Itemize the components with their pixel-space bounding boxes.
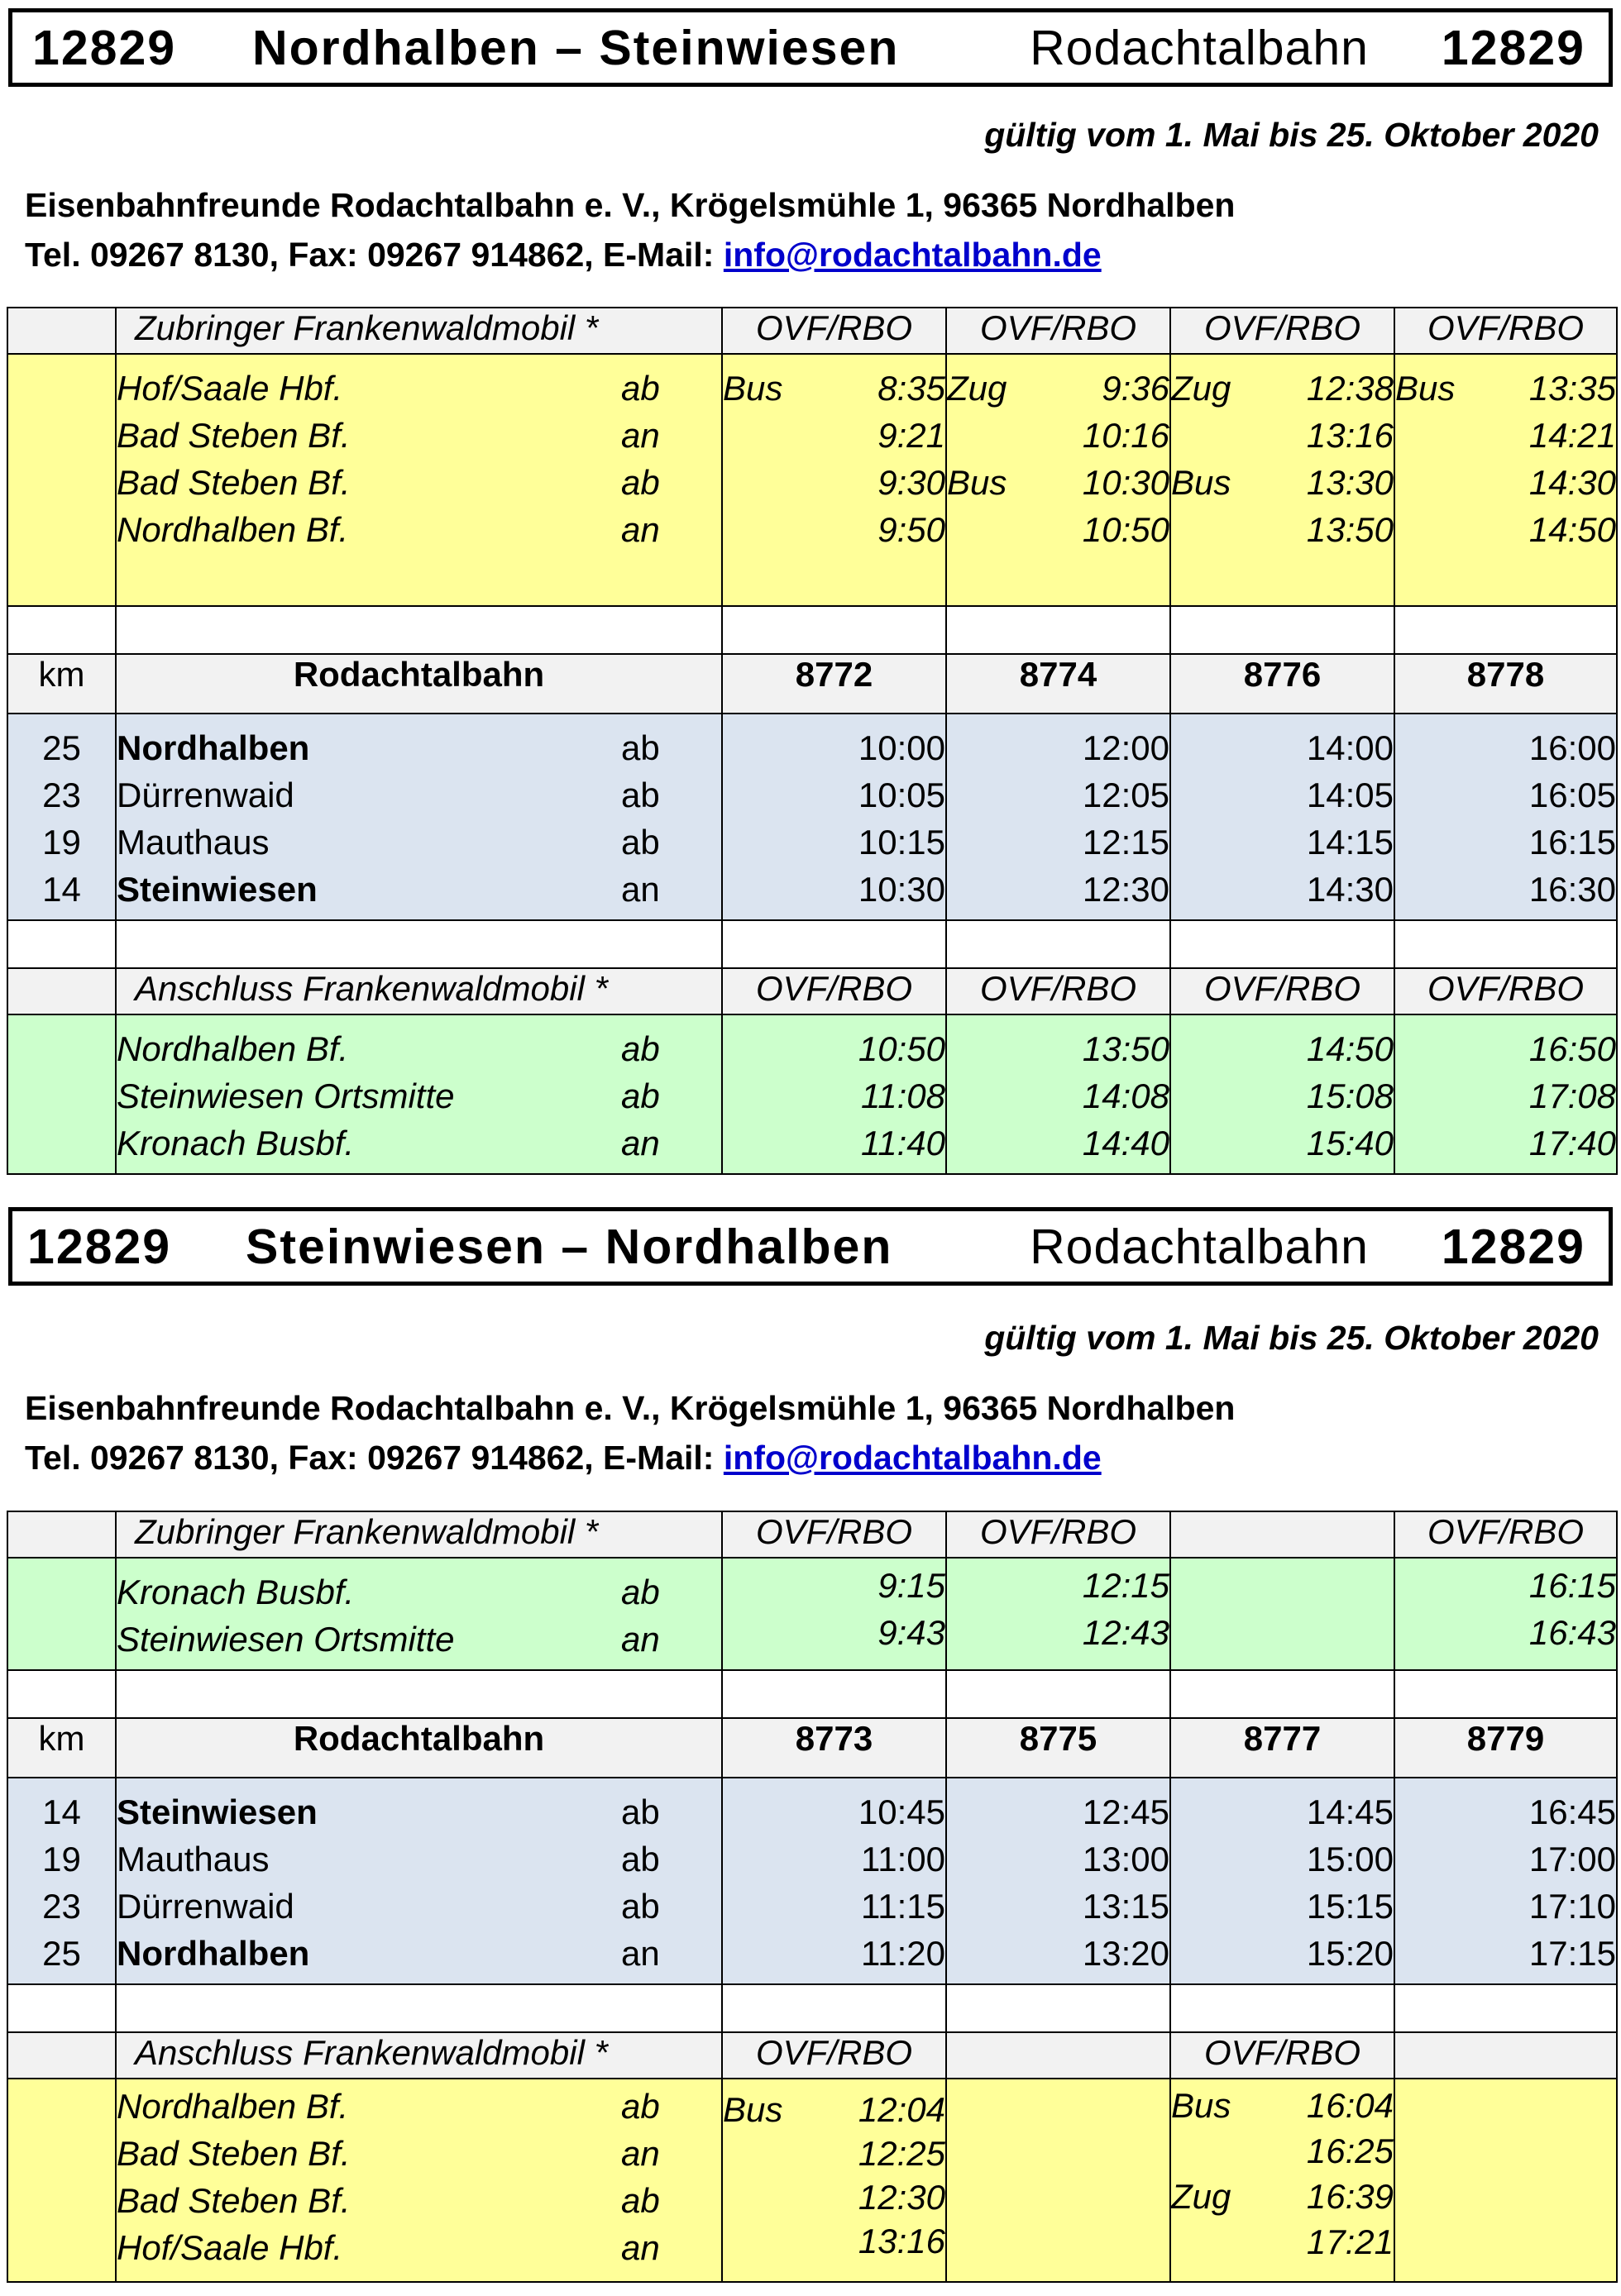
time: 16:45 (1528, 1792, 1616, 1831)
time: 16:25 (1306, 2131, 1394, 2170)
time: 14:05 (1306, 776, 1394, 814)
time: 10:16 (1082, 416, 1169, 455)
time: 9:21 (877, 416, 945, 455)
time: 16:50 (1528, 1029, 1616, 1068)
main-header (7, 1718, 1617, 1778)
time: 9:15 (877, 1566, 945, 1605)
connection-header (7, 968, 1617, 1014)
station-name: Mauthaus (117, 823, 270, 862)
time: 11:00 (861, 1840, 945, 1878)
time: 12:30 (858, 2178, 945, 2217)
time: 12:38 (1306, 369, 1394, 408)
time: 14:08 (1082, 1076, 1169, 1115)
time: 12:04 (858, 2090, 945, 2129)
time: 14:30 (1306, 870, 1394, 909)
time: 9:30 (877, 463, 945, 502)
station-name: Steinwiesen Ortsmitte (117, 1620, 455, 1659)
time: 8:35 (877, 369, 945, 408)
km-value: 25 (42, 1934, 81, 1973)
time: 12:25 (858, 2134, 945, 2173)
time: 10:00 (858, 728, 945, 767)
time: 12:05 (1082, 776, 1169, 814)
operator: OVF/RBO (946, 968, 1170, 1014)
time: 11:08 (861, 1076, 945, 1115)
time: 16:15 (1528, 823, 1616, 862)
operator: OVF/RBO (1170, 968, 1394, 1014)
line-header: Rodachtalbahn (116, 1718, 722, 1778)
time: 16:43 (1528, 1613, 1616, 1652)
contact-line (25, 1439, 1102, 1477)
time: 17:21 (1306, 2222, 1394, 2261)
time: 9:43 (877, 1613, 945, 1652)
time: 15:00 (1306, 1840, 1394, 1878)
route-number-right: 12829 (1441, 1219, 1585, 1274)
time: 13:30 (1306, 463, 1394, 502)
km-value: 19 (42, 823, 81, 862)
connection-block: Nordhalben Bf. ab Steinwiesen Ortsmitte ab Kronach Busbf. an 10:50 11:08 11:40 13:50 14:08 14:40 14:50 15:08 15:40 16:50 17:08 17:40 (7, 1014, 1617, 1174)
title-box (8, 1207, 1613, 1286)
station-name: Dürrenwaid (117, 776, 294, 814)
feeder-header (7, 308, 1617, 354)
train-number: 8778 (1394, 654, 1617, 714)
main-block: 14 19 23 25 Steinwiesen ab Mauthaus ab Dürrenwaid ab Nordhalben an 10:45 11:00 11:15 11:20 12:45 13:00 13:15 13:20 14:45 15:00 15:15 15:20 16:45 17:00 17:10 17:15 (7, 1778, 1617, 1984)
train-number: 8773 (722, 1718, 946, 1778)
time: 10:15 (858, 823, 945, 862)
timetable (7, 307, 1618, 1175)
time: 10:30 (1082, 463, 1169, 502)
time: 16:00 (1528, 728, 1616, 767)
km-value: 23 (42, 1887, 81, 1926)
line-name: Rodachtalbahn (1030, 1219, 1369, 1274)
km-header: km (7, 654, 116, 714)
line-header: Rodachtalbahn (116, 654, 722, 714)
time: 16:15 (1528, 1566, 1616, 1605)
train-number: 8776 (1170, 654, 1394, 714)
train-number: 8775 (946, 1718, 1170, 1778)
station-name: Kronach Busbf. (117, 1124, 355, 1162)
contact-text: Tel. 09267 8130, Fax: 09267 914862, E-Mail: (25, 1439, 724, 1477)
time: 14:50 (1306, 1029, 1394, 1068)
station-name: Nordhalben (117, 1934, 310, 1973)
time: 15:08 (1306, 1076, 1394, 1115)
operator: OVF/RBO (722, 308, 946, 354)
feeder-header (7, 1511, 1617, 1558)
time: 12:15 (1082, 1566, 1169, 1605)
operator: OVF/RBO (1170, 2032, 1394, 2079)
station-name: Steinwiesen (117, 1792, 318, 1831)
time: 12:30 (1082, 870, 1169, 909)
operator: OVF/RBO (1394, 968, 1617, 1014)
time: 12:15 (1082, 823, 1169, 862)
time: 17:08 (1528, 1076, 1616, 1115)
train-number: 8779 (1394, 1718, 1617, 1778)
station-name: Steinwiesen (117, 870, 318, 909)
time: 17:10 (1528, 1887, 1616, 1926)
time: 14:50 (1528, 510, 1616, 549)
time: 11:15 (861, 1887, 945, 1926)
time: 14:40 (1082, 1124, 1169, 1162)
time: 16:05 (1528, 776, 1616, 814)
route-number-right: 12829 (1441, 20, 1585, 75)
km-value: 19 (42, 1840, 81, 1878)
station-row: Nordhalben Bf. an (117, 510, 660, 549)
feeder-block: Hof/Saale Hbf. ab Bad Steben Bf. an Bad Steben Bf. ab Nordhalben Bf. an Bus 8:35 9:21 9:30 9:50 Zug 9:36 10:16 Bus 10:30 10:50 Zug 12:38 13:16 Bus 13:30 13:50 Bus 13:35 14:21 14:30 14:50 (7, 354, 1617, 606)
main-header (7, 654, 1617, 714)
feeder-label: Zubringer Frankenwaldmobil * (116, 1511, 722, 1558)
feeder-block: Kronach Busbf. ab Steinwiesen Ortsmitte an 9:15 9:43 12:15 12:43 16:15 16:43 (7, 1558, 1617, 1670)
time: 10:50 (1082, 510, 1169, 549)
km-value: 25 (42, 728, 81, 767)
time: 13:35 (1528, 369, 1616, 408)
time: 13:16 (1306, 416, 1394, 455)
time: 13:16 (858, 2222, 945, 2260)
time: 9:50 (877, 510, 945, 549)
time: 10:30 (858, 870, 945, 909)
station-name: Steinwiesen Ortsmitte (117, 1076, 455, 1115)
station-name: Dürrenwaid (117, 1887, 294, 1926)
time: 17:15 (1528, 1934, 1616, 1973)
route-title: Nordhalben – Steinwiesen (252, 20, 900, 75)
operator (1170, 1511, 1394, 1558)
connection-label: Anschluss Frankenwaldmobil * (116, 2032, 722, 2079)
validity-note: gültig vom 1. Mai bis 25. Oktober 2020 (984, 1319, 1599, 1357)
time: 13:50 (1306, 510, 1394, 549)
operator: OVF/RBO (946, 308, 1170, 354)
time: 16:39 (1306, 2177, 1394, 2216)
station-row: Bad Steben Bf. an (117, 416, 660, 455)
email-link[interactable]: info@rodachtalbahn.de (723, 236, 1102, 274)
time: 15:15 (1306, 1887, 1394, 1926)
connection-label: Anschluss Frankenwaldmobil * (116, 968, 722, 1014)
contact-text: Tel. 09267 8130, Fax: 09267 914862, E-Mail: (25, 236, 724, 274)
time: 14:21 (1528, 416, 1616, 455)
time: 13:50 (1082, 1029, 1169, 1068)
time: 9:36 (1102, 369, 1169, 408)
operator: OVF/RBO (722, 968, 946, 1014)
time: 12:45 (1082, 1792, 1169, 1831)
station-row: Hof/Saale Hbf. ab (117, 369, 660, 408)
time: 17:40 (1528, 1124, 1616, 1162)
time: 14:00 (1306, 728, 1394, 767)
station-name: Nordhalben Bf. (117, 2087, 349, 2126)
km-value: 14 (42, 870, 81, 909)
time: 17:00 (1528, 1840, 1616, 1878)
operator: OVF/RBO (1394, 308, 1617, 354)
organisation-address: Eisenbahnfreunde Rodachtalbahn e. V., Krögelsmühle 1, 96365 Nordhalben (25, 1389, 1236, 1427)
time: 15:20 (1306, 1934, 1394, 1973)
train-number: 8774 (946, 654, 1170, 714)
train-number: 8777 (1170, 1718, 1394, 1778)
time: 10:50 (858, 1029, 945, 1068)
station-name: Bad Steben Bf. (117, 2134, 351, 2173)
contact-line (25, 236, 1102, 274)
time: 12:00 (1082, 728, 1169, 767)
time: 16:30 (1528, 870, 1616, 909)
operator: OVF/RBO (1394, 1511, 1617, 1558)
time: 11:40 (861, 1124, 945, 1162)
station-name: Bad Steben Bf. (117, 2181, 351, 2220)
time: 11:20 (861, 1934, 945, 1973)
km-header: km (7, 1718, 116, 1778)
station-name: Hof/Saale Hbf. (117, 2228, 343, 2267)
operator: OVF/RBO (946, 1511, 1170, 1558)
time: 12:43 (1082, 1613, 1169, 1652)
email-link[interactable]: info@rodachtalbahn.de (723, 1439, 1102, 1477)
feeder-label: Zubringer Frankenwaldmobil * (116, 308, 722, 354)
train-number: 8772 (722, 654, 946, 714)
time: 15:40 (1306, 1124, 1394, 1162)
organisation-address: Eisenbahnfreunde Rodachtalbahn e. V., Krögelsmühle 1, 96365 Nordhalben (25, 186, 1236, 224)
km-value: 23 (42, 776, 81, 814)
time: 13:20 (1082, 1934, 1169, 1973)
time: 13:00 (1082, 1840, 1169, 1878)
station-name: Kronach Busbf. (117, 1573, 355, 1611)
station-name: Mauthaus (117, 1840, 270, 1878)
time: 10:05 (858, 776, 945, 814)
station-name: Nordhalben Bf. (117, 1029, 349, 1068)
main-block: 25 23 19 14 Nordhalben ab Dürrenwaid ab Mauthaus ab Steinwiesen an 10:00 10:05 10:15 10:30 12:00 12:05 12:15 12:30 14:00 14:05 14:15 14:30 16:00 16:05 16:15 16:30 (7, 714, 1617, 920)
time: 14:45 (1306, 1792, 1394, 1831)
station-name: Nordhalben (117, 728, 310, 767)
line-name: Rodachtalbahn (1030, 20, 1369, 75)
route-number: 12829 (32, 20, 177, 75)
operator: OVF/RBO (722, 2032, 946, 2079)
time: 10:45 (858, 1792, 945, 1831)
connection-block: Nordhalben Bf. ab Bad Steben Bf. an Bad Steben Bf. ab Hof/Saale Hbf. an Bus 12:04 12:25 12:30 13:16 Bus 16:04 16:25 Zug 16:39 17:21 (7, 2079, 1617, 2282)
time: 14:30 (1528, 463, 1616, 502)
station-row: Bad Steben Bf. ab (117, 463, 660, 502)
time: 13:15 (1082, 1887, 1169, 1926)
timetable (7, 1511, 1618, 2283)
validity-note: gültig vom 1. Mai bis 25. Oktober 2020 (984, 116, 1599, 154)
operator: OVF/RBO (722, 1511, 946, 1558)
time: 14:15 (1306, 823, 1394, 862)
operator: OVF/RBO (1170, 308, 1394, 354)
connection-header (7, 2032, 1617, 2079)
route-number: 12829 (27, 1219, 172, 1274)
route-title: Steinwiesen – Nordhalben (246, 1219, 893, 1274)
km-value: 14 (42, 1792, 81, 1831)
title-box (8, 8, 1613, 87)
time: 16:04 (1306, 2086, 1394, 2125)
